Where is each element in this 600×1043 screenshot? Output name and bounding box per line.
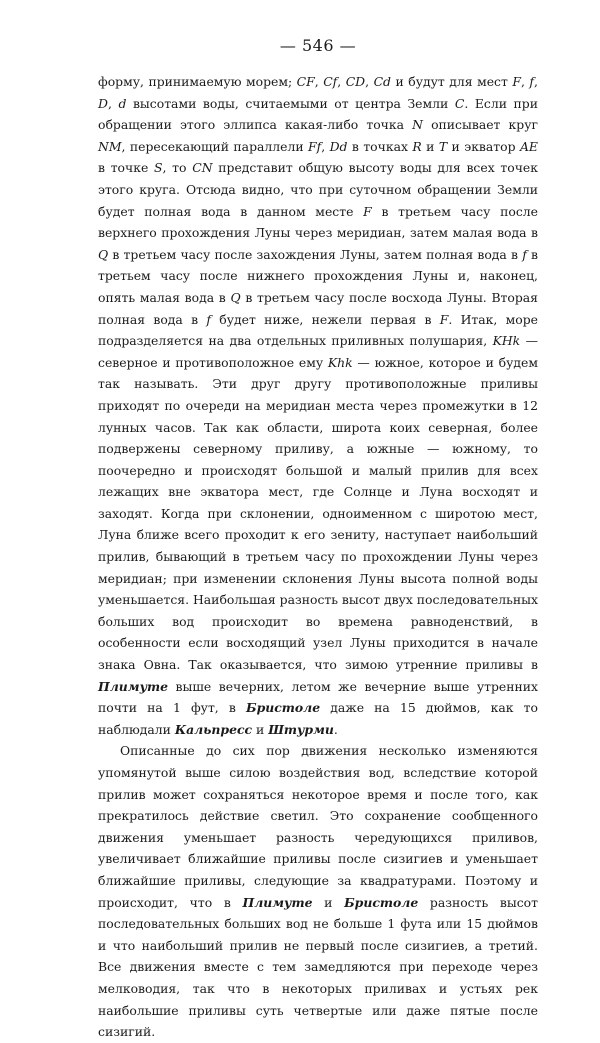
text-run: , xyxy=(365,74,374,89)
emphasis-run: Штурми xyxy=(268,721,334,737)
emphasis-run: d xyxy=(118,95,127,111)
emphasis-run: Q xyxy=(98,246,109,262)
text-run: выше вечерних, летом же вечерние выше утренних почти на 1 фут, в xyxy=(98,678,538,716)
text-run: , xyxy=(337,74,346,89)
emphasis-run: CN xyxy=(192,160,213,176)
text-run: . xyxy=(333,721,338,737)
emphasis-run: T xyxy=(438,138,448,154)
emphasis-run: F xyxy=(439,311,449,327)
paragraph-1 xyxy=(98,71,538,740)
text-run: и экватор xyxy=(447,138,520,154)
paragraph-2 xyxy=(98,740,538,1042)
text-run: представит общую высоту воды для всех точек этого круга. Отсюда видно, что при суточном обращении Земли будет полная вода в данном месте xyxy=(98,160,538,219)
emphasis-run: CF xyxy=(296,74,315,89)
emphasis-run: Кальпресс xyxy=(174,721,253,737)
body-text xyxy=(98,71,538,1043)
text-run: , xyxy=(314,74,324,89)
page-number: — 546 — xyxy=(279,36,357,55)
emphasis-run: Q xyxy=(230,289,241,305)
text-run: даже на 15 дюймов, как то наблюдали xyxy=(98,700,538,737)
emphasis-run: KHk xyxy=(492,333,521,349)
emphasis-run: f xyxy=(522,246,527,262)
text-run: описывает круг xyxy=(422,117,538,133)
text-run: в третьем часу после нижнего прохождения Луны и, наконец, опять малая вода в xyxy=(98,246,538,305)
text-run: , xyxy=(520,74,530,89)
text-run: — южное, которое и будем так называть. Эти друг другу противоположные приливы приходят по очереди на меридиан места через промежутки в 12 лунных часов. Так как области, широта коих северная, более подвержены северному приливу, а южные — южному, то поочередно и происходят большой и малый прилив для всех лежащих вне экватора мест, где Солнце и Луна восходят и заходят. Когда при склонении, одноименном с широтою мест, Луна ближе всего проходит к его зениту, наступает наибольший прилив, бывающий в третьем часу по прохождении Луны через меридиан; при изменении склонения Луны высота полной воды уменьшается. Наибольшая разность высот двух последовательных больших вод происходит во времена равноденствий, в особенности если восходящий узел Луны приходится в начале знака Овна. Так оказывается, что зимою утренние приливы в xyxy=(98,354,538,673)
emphasis-run: C xyxy=(454,95,465,111)
text-run: и xyxy=(252,721,269,737)
emphasis-run: D xyxy=(98,95,108,111)
text-run: . Если при обращении этого эллипса какая-либо точка xyxy=(98,95,538,133)
emphasis-run: AE xyxy=(519,138,538,154)
text-run: и xyxy=(421,138,439,154)
emphasis-run: F xyxy=(363,203,372,219)
emphasis-run: R xyxy=(412,138,422,154)
emphasis-run: N xyxy=(412,117,423,133)
text-run: , xyxy=(533,74,538,89)
text-run: , пересекающий параллели xyxy=(121,138,309,154)
text-run: , то xyxy=(162,160,193,176)
emphasis-run: Плимуте xyxy=(242,894,313,910)
text-run: , xyxy=(321,138,330,154)
emphasis-run: Плимуте xyxy=(98,678,168,694)
text-run: разность высот последовательных больших вод не больше 1 фута или 15 дюймов и что наибольший прилив не первый после сизигиев, а третий. Все движения вместе с тем замедляются при переходе через мелководия, так что в некоторых приливах и устьях рек наибольшие приливы суть четвертые или даже пятые после сизигий. xyxy=(98,894,538,1040)
text-run: Описанные до сих пор движения несколько изменяются упомянутой выше силою воздействия вод, вследствие которой прилив может сохраняться некоторое время и после того, как прекратилось действие светил. Это сохранение сообщенного движения уменьшает разность чередующихся приливов, увеличивает ближайшие приливы после сизигиев и уменьшает ближайшие приливы, следующие за квадратурами. Поэтому и происходит, что в xyxy=(98,743,538,910)
text-run: и xyxy=(312,894,345,910)
text-run: . Итак, море подразделяется на два отдельных приливных полушария, xyxy=(98,311,538,349)
text-run: в точке xyxy=(98,160,155,176)
emphasis-run: CD xyxy=(345,74,366,89)
text-run: в третьем часу после захождения Луны, затем полная вода в xyxy=(108,246,523,262)
emphasis-run: F xyxy=(512,74,521,89)
emphasis-run: NM xyxy=(98,138,122,154)
text-run: в третьем часу после восхода Луны. Вторая полная вода в xyxy=(98,289,538,327)
emphasis-run: Cd xyxy=(373,74,391,89)
emphasis-run: f xyxy=(206,311,211,327)
text-run: , xyxy=(107,95,119,111)
text-run: будет ниже, нежели первая в xyxy=(211,311,440,327)
emphasis-run: Бристоле xyxy=(246,700,321,716)
emphasis-run: Ff xyxy=(308,138,322,154)
text-run: форму, принимаемую морем; xyxy=(98,74,297,89)
text-run: и будут для мест xyxy=(390,74,513,89)
text-run: в третьем часу после верхнего прохождения Луны через меридиан, затем малая вода в xyxy=(98,203,538,241)
text-run: — северное и противоположное ему xyxy=(98,333,538,370)
emphasis-run: Cf xyxy=(323,74,338,89)
emphasis-run: Khk xyxy=(327,354,353,370)
emphasis-run: S xyxy=(154,160,163,176)
text-run: высотами воды, считаемыми от центра Земли xyxy=(126,95,455,111)
emphasis-run: Бристоле xyxy=(344,894,419,910)
emphasis-run: Dd xyxy=(329,138,348,154)
emphasis-run: f xyxy=(529,74,534,89)
text-run: в точках xyxy=(347,138,413,154)
